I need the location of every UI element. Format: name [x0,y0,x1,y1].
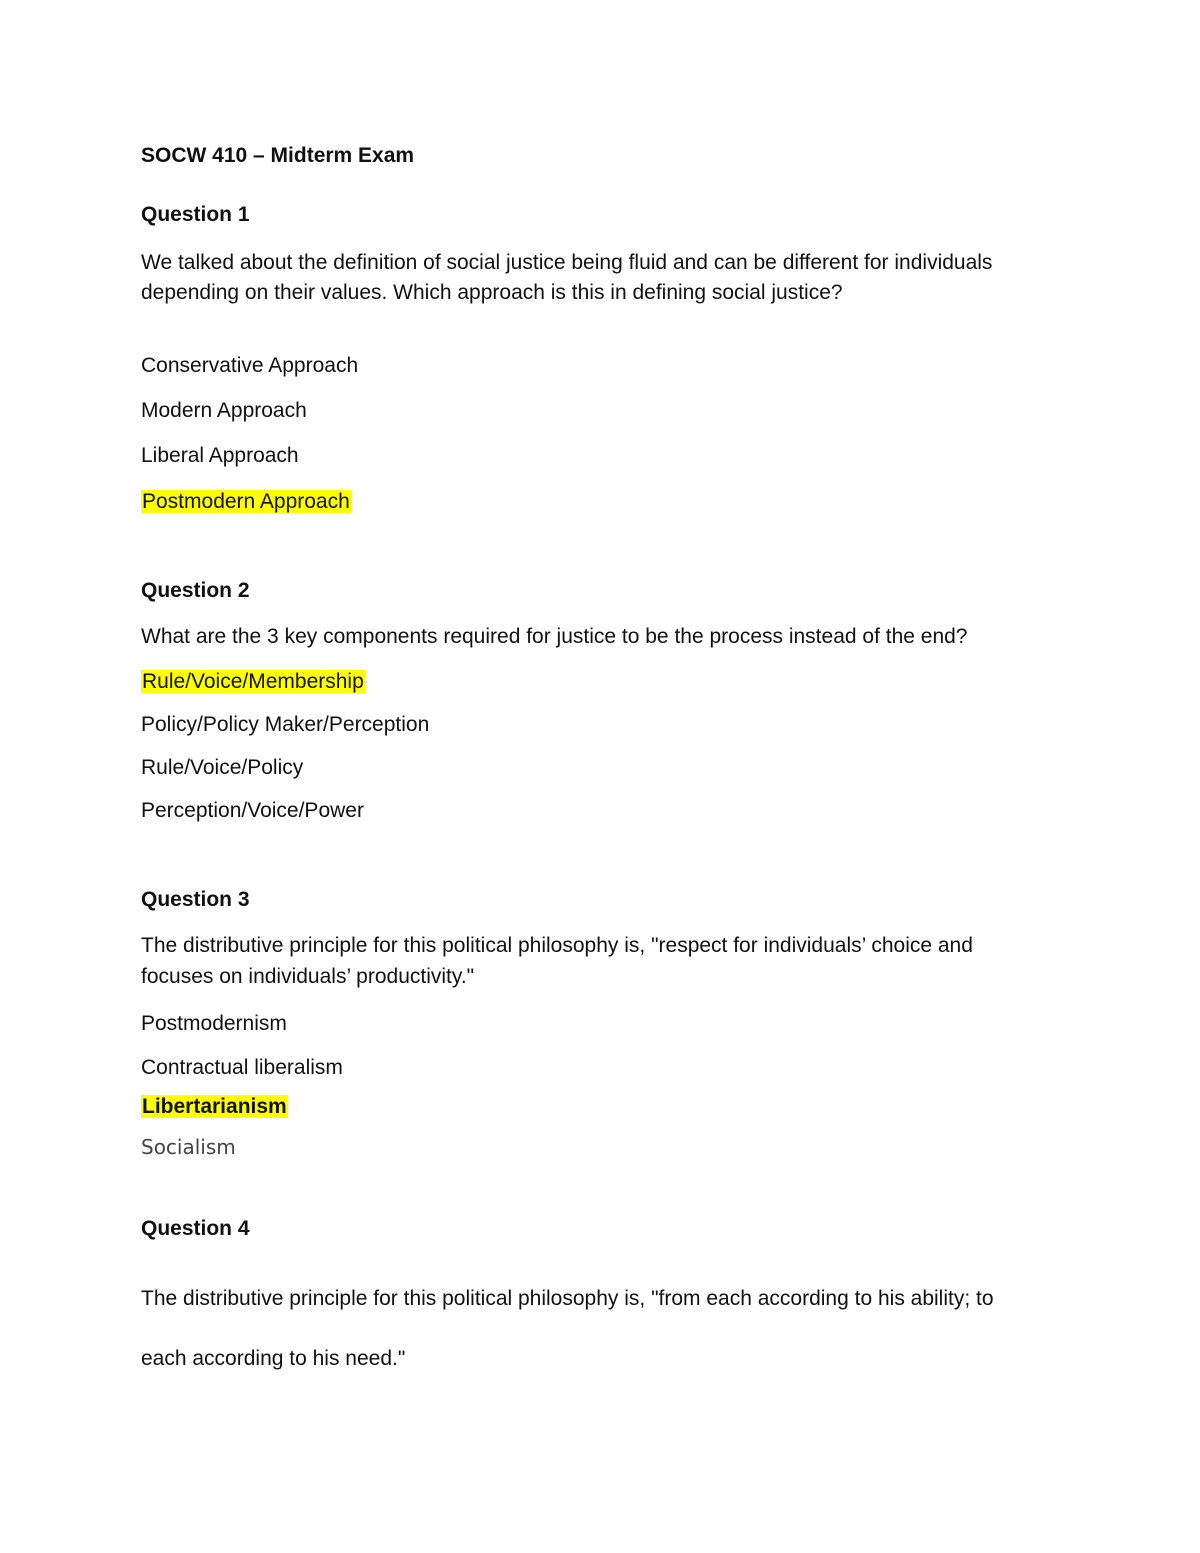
question-4-heading: Question 4 [141,1217,250,1240]
question-4-text-line-1: The distributive principle for this political philosophy is, "from each according to his ability; to [141,1287,994,1310]
question-1-heading: Question 1 [141,203,250,226]
answer-highlight: Libertarianism [142,1095,287,1118]
question-1-option-b: Modern Approach [141,399,307,422]
question-1-option-d-answer [141,487,351,517]
question-3-option-d: Socialism [141,1135,236,1159]
question-3-heading: Question 3 [141,888,250,911]
document-title: SOCW 410 – Midterm Exam [141,144,415,167]
question-3-option-b: Contractual liberalism [141,1056,343,1079]
question-2-option-c: Rule/Voice/Policy [141,756,304,779]
question-1-option-c: Liberal Approach [141,444,299,467]
answer-highlight: Postmodern Approach [142,490,350,513]
question-3-option-c-answer [141,1092,288,1122]
question-2-heading: Question 2 [141,579,250,602]
question-3-text-line-2: focuses on individuals’ productivity." [141,965,475,988]
question-4-text-line-2: each according to his need." [141,1347,406,1370]
question-2-text: What are the 3 key components required for justice to be the process instead of the end? [141,625,968,648]
question-2-option-a-answer [141,667,365,697]
question-3-text-line-1: The distributive principle for this political philosophy is, "respect for individuals’ choice and [141,934,973,957]
question-3-option-a: Postmodernism [141,1012,287,1035]
question-1-option-a: Conservative Approach [141,354,359,377]
question-2-option-b: Policy/Policy Maker/Perception [141,713,430,736]
answer-highlight: Rule/Voice/Membership [142,670,364,693]
question-1-text-line-2: depending on their values. Which approach is this in defining social justice? [141,281,843,304]
question-2-option-d: Perception/Voice/Power [141,799,364,822]
question-1-text-line-1: We talked about the definition of social justice being fluid and can be different for individuals [141,251,993,274]
